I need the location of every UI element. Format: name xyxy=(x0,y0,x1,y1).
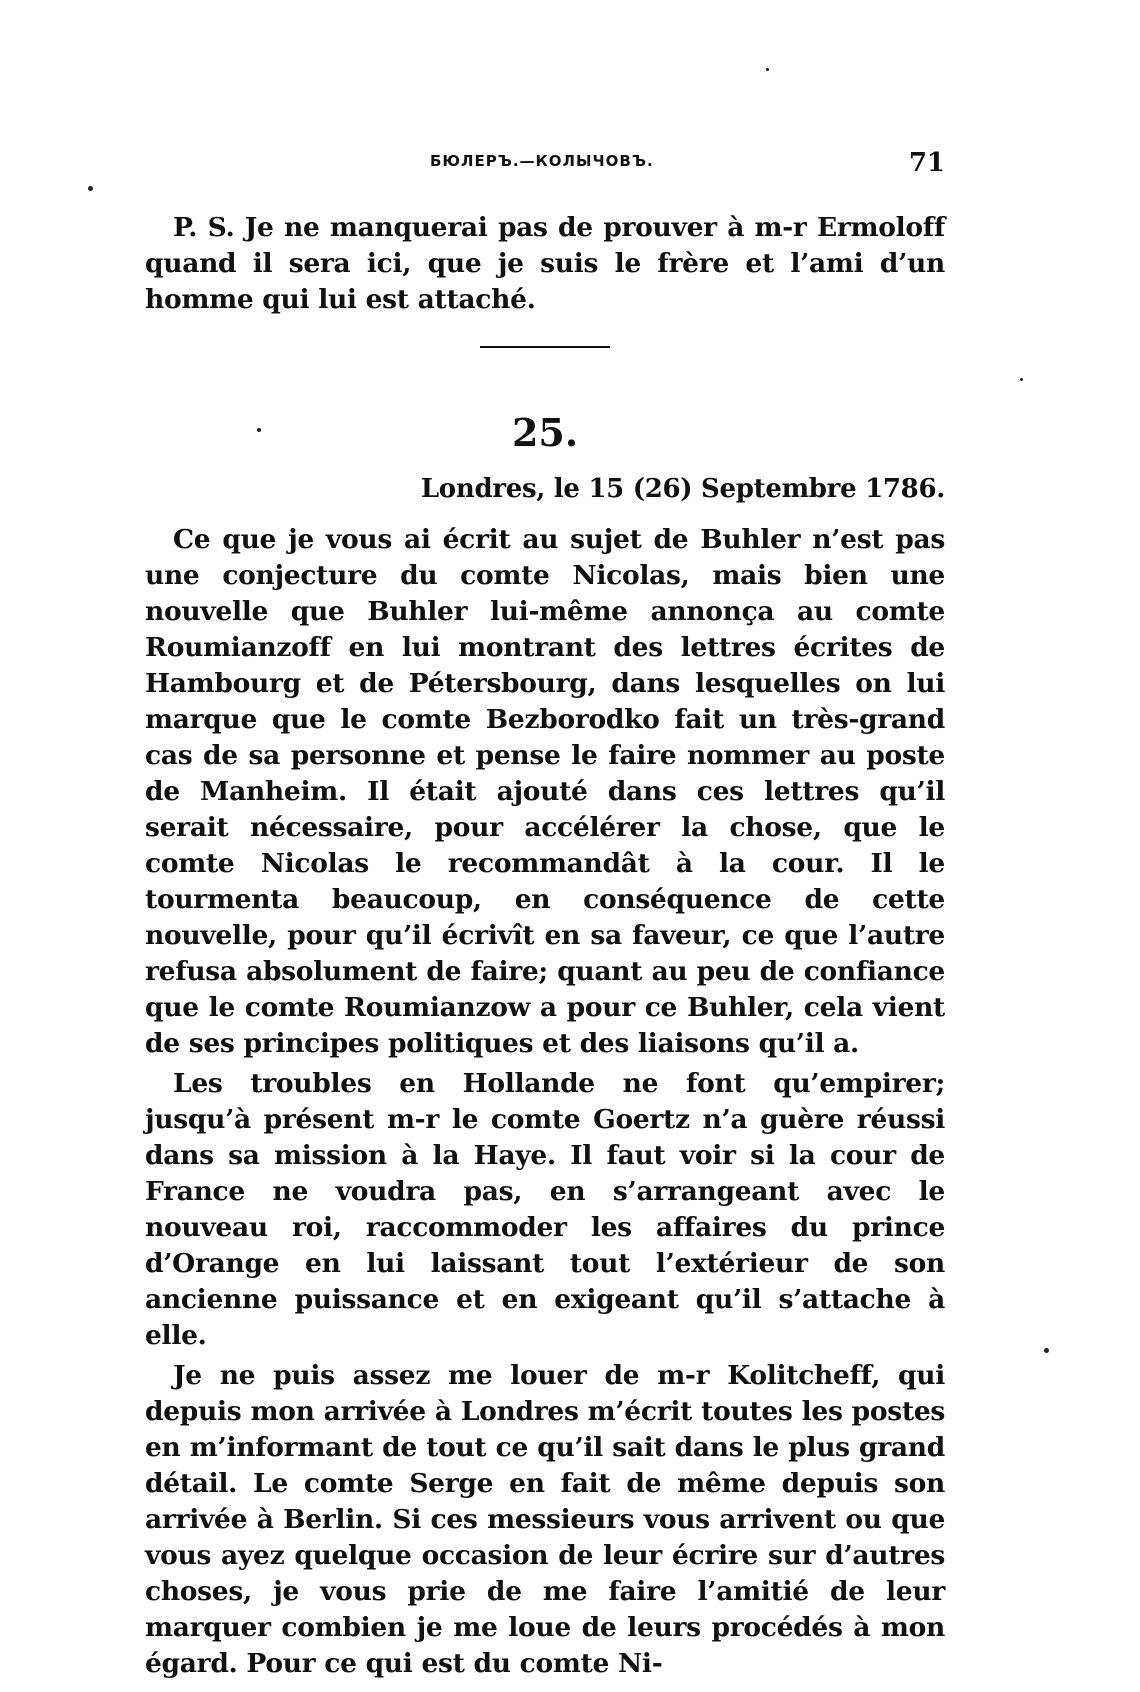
page-number: 71 xyxy=(908,148,945,178)
body-paragraph-2: Les troubles en Hollande ne font qu’empirer; jusqu’à présent m-r le comte Goertz n’a guère réussi dans sa mission à la Haye. Il faut voir si la cour de France ne voudra pas, en s’arrangeant avec le nouveau roi, raccommoder les affaires du prince d’Orange en lui laissant tout l’extérieur de son ancienne puissance et en exigeant qu’il s’attache à elle. xyxy=(145,1068,945,1351)
scan-speck xyxy=(88,186,93,191)
body-paragraph-3: Je ne puis assez me louer de m-r Kolitcheff, qui depuis mon arrivée à Londres m’écrit toutes les postes en m’informant de tout ce qu’il sait dans le plus grand détail. Le comte Serge en fait de même depuis son arrivée à Berlin. Si ces messieurs vous arrivent ou que vous ayez quelque occasion de leur écrire sur d’autres choses, je vous prie de me faire l’amitié de leur marquer combien je me loue de leurs procédés à mon égard. Pour ce qui est du comte Ni- xyxy=(145,1360,945,1679)
section-divider xyxy=(480,346,610,348)
scan-speck xyxy=(1044,1348,1049,1353)
letter-body xyxy=(145,522,945,1682)
running-title: БЮЛЕРЪ.—КОЛЫЧОВЪ. xyxy=(430,152,654,170)
body-paragraph-1: Ce que je vous ai écrit au sujet de Buhler n’est pas une conjecture du comte Nicolas, mais bien une nouvelle que Buhler lui-même annonça au comte Roumianzoff en lui montrant des lettres écrites de Hambourg et de Pétersbourg, dans lesquelles on lui marque que le comte Bezborodko fait un très-grand cas de sa personne et pense le faire nommer au poste de Manheim. Il était ajouté dans ces lettres qu’il serait nécessaire, pour accélérer la chose, que le comte Nicolas le recommandât à la cour. Il le tourmenta beaucoup, en conséquence de cette nouvelle, pour qu’il écrivît en sa faveur, ce que l’autre refusa absolument de faire; quant au peu de confiance que le comte Roumianzow a pour ce Buhler, cela vient de ses principes politiques et des liaisons qu’il a. xyxy=(145,524,945,1059)
postscript-block xyxy=(145,210,945,318)
postscript-paragraph: P. S. Je ne manquerai pas de prouver à m-r Ermoloff quand il sera ici, que je suis le frère et l’ami d’un homme qui lui est attaché. xyxy=(145,212,945,315)
running-head xyxy=(145,148,945,178)
scan-speck xyxy=(257,428,261,432)
letter-dateline: Londres, le 15 (26) Septembre 1786. xyxy=(420,474,945,504)
scan-speck xyxy=(766,68,769,71)
letter-number: 25. xyxy=(511,410,579,455)
scan-speck xyxy=(1020,378,1023,381)
